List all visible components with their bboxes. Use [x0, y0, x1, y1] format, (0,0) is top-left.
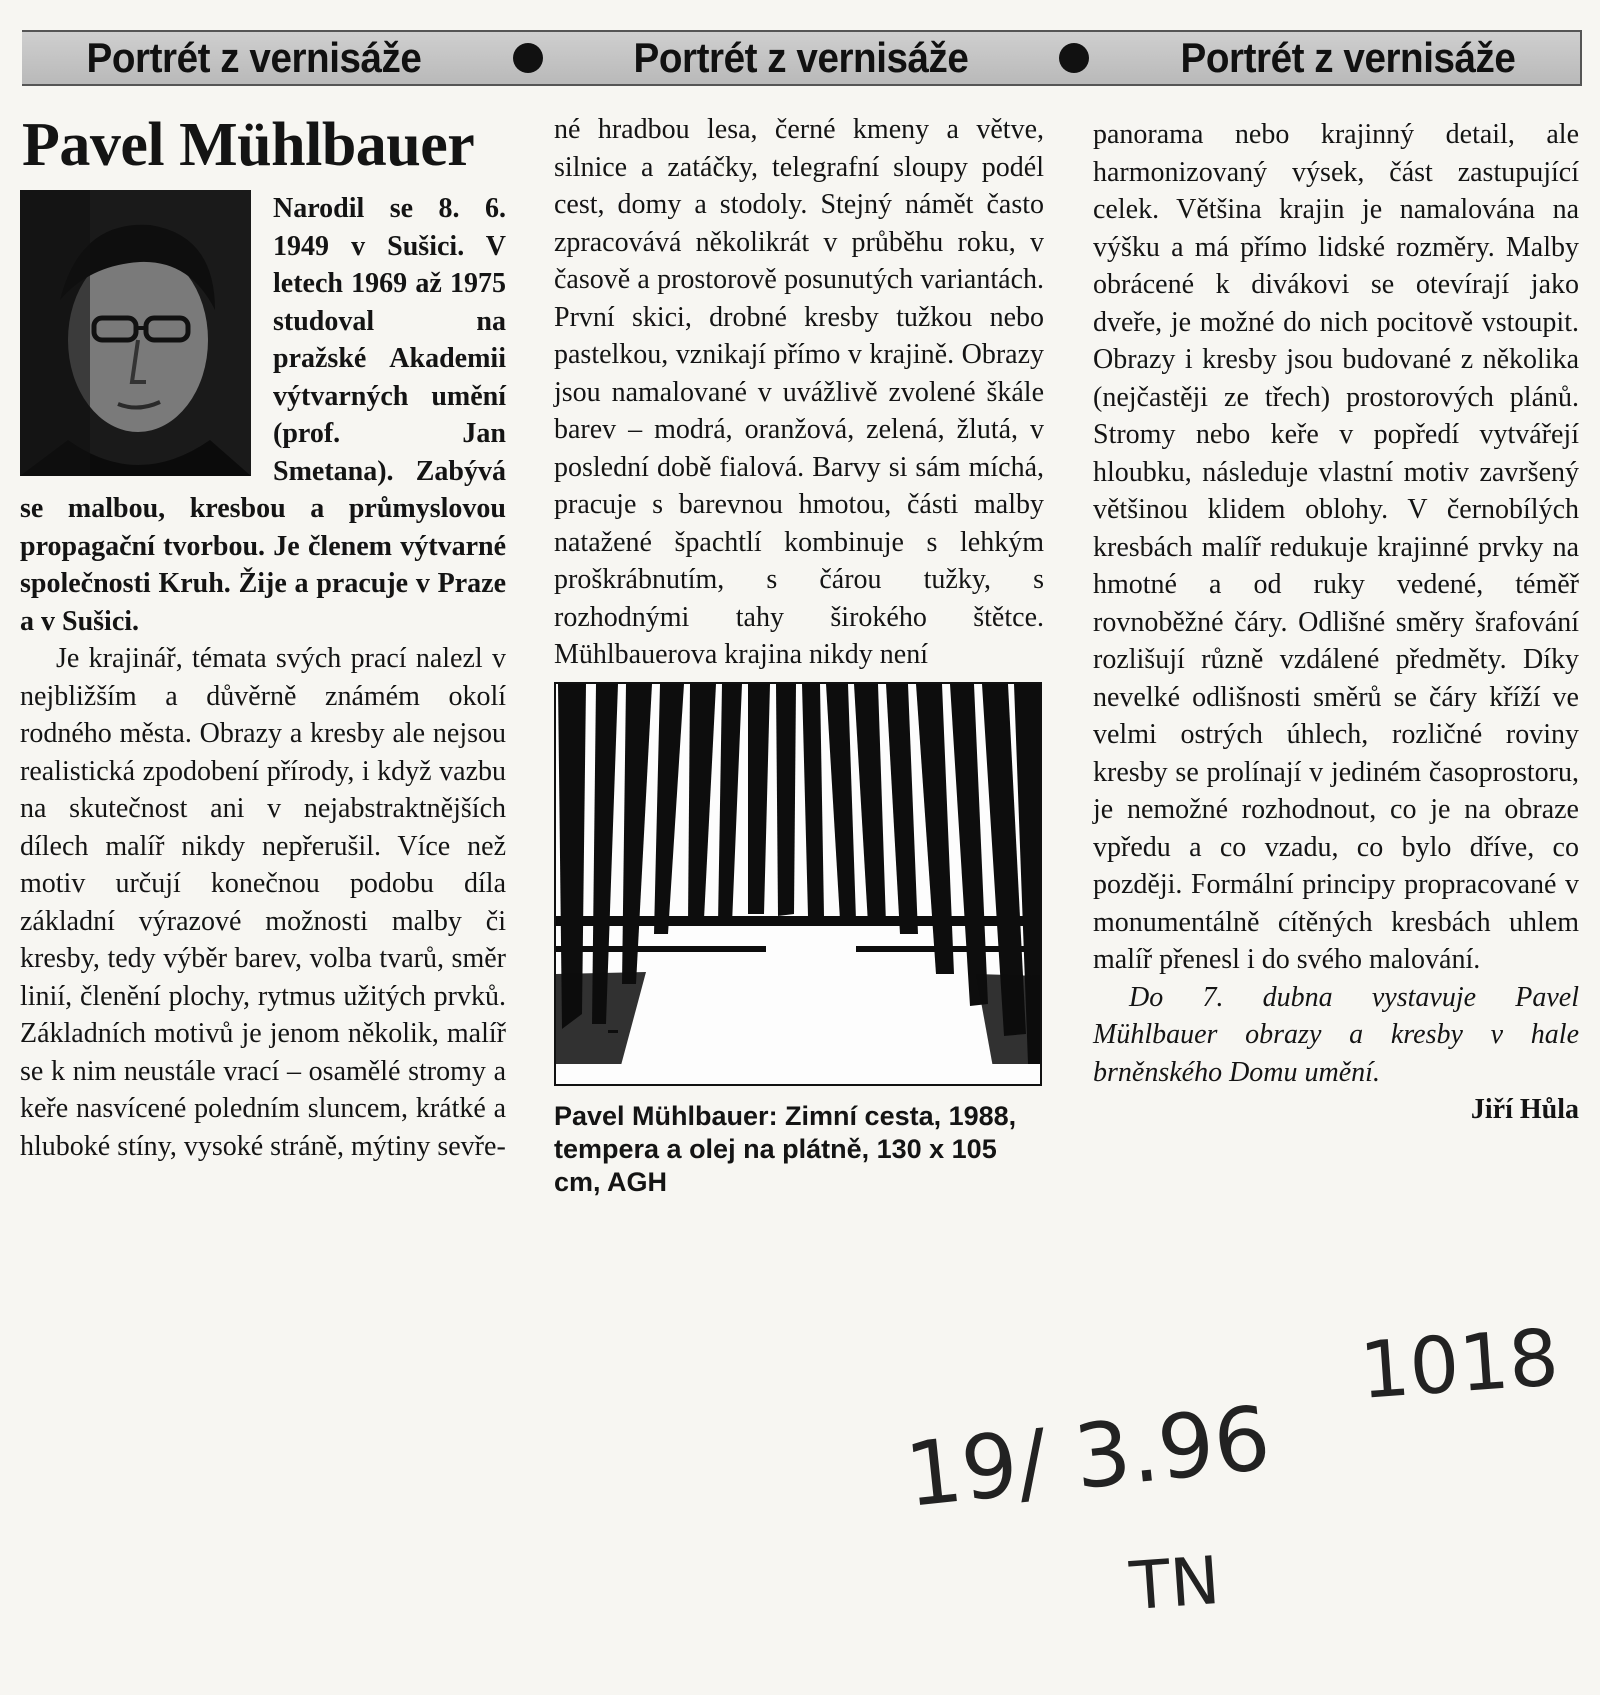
artist-bio: Narodil se 8. 6. 1949 v Sušici. V letech 1969 až 1975 studoval na pražské Akademii výtvarných umění (prof. Jan Smetana). Zabývá se malbou, kresbou a průmyslovou propagační tvorbou. Je členem výtvarné společnosti Kruh. Žije a pracuje v Praze a v Sušici.: [20, 193, 506, 637]
portrait-photo: [20, 190, 251, 476]
bullet-dot-icon: [1059, 43, 1089, 73]
banner-label-2: Portrét z vernisáže: [633, 34, 969, 81]
painting-image: [554, 682, 1042, 1086]
painting-illustration: [556, 684, 1040, 1084]
article-title: Pavel Mühlbauer: [22, 111, 475, 179]
series-banner: [22, 30, 1582, 86]
article-body-2: né hradbou lesa, černé kmeny a větve, silnice a zatáčky, telegrafní sloupy podél cest, domy a stodoly. Stejný námět často zpracovává několikrát v průběhu roku, v časově a prostorově posunutých variantách. První skici, drobné kresby tužkou nebo pastelkou, vznikají přímo v krajině. Obrazy jsou namalované v uvážlivě zvolené škále barev – modrá, oranžová, zelená, žlutá, v poslední době fialová. Barvy si sám míchá, pracuje s barevnou hmotou, části malby natažené špachtlí kombinuje s lehkým proškrábnutím, s čárou tužky, s rozhodnými tahy širokého štětce. Mühlbauerova krajina nikdy není: [554, 114, 1044, 670]
article-column-3: [1093, 116, 1579, 1129]
banner-label-1: Portrét z vernisáže: [86, 34, 422, 81]
article-body-3: panorama nebo krajinný detail, ale harmonizovaný výsek, část zastupující celek. Většina krajin je namalována na výšku a má přímo lidské rozměry. Malby obrácené k divákovi se otevírají jako dveře, je možné do nich pocitově vstoupit. Obrazy i kresby jsou budované z několika (nejčastěji ze třech) prostorových plánů. Stromy nebo keře v popředí vytvářejí hloubku, následuje vlastní motiv završený většinou klidem oblohy. V černobílých kresbách malíř redukuje krajinné prvky na hmotné a od ruky vedené, téměř rovnoběžné čáry. Odlišné směry šrafování rozlišují různě vzdálené předměty. Díky nevelké odlišnosti směrů se čáry kříží ve velmi ostrých úhlech, rozličné roviny kresby se prolínají v jediném časoprostoru, je nemožné rozhodnout, co je na obraze vpředu a co vzadu, co bylo dříve, co později. Formální principy propracované v monumentálně cítěných kresbách uhlem malíř přenesl i do svého malování.: [1093, 119, 1579, 975]
article-body-1: Je krajinář, témata svých prací nalezl v nejbližším a důvěrně známém okolí rodného města. Obrazy a kresby ale nejsou realistická zpodobení přírody, i když vazbu na skutečnost ani v nejabstraktnějších dílech malíř nikdy nepřerušil. Více než motiv určují konečnou podobu díla základní výrazové možnosti malby či kresby, tedy výběr barev, volba tvarů, směr linií, členění plochy, rytmus užitých prvků. Základních motivů je jenom několik, malíř se k nim neustále vrací – osamělé stromy a keře nasvícené poledním sluncem, krátké a hluboké stíny, vysoké stráně, mýtiny sevře-: [20, 643, 506, 1162]
portrait-illustration: [20, 190, 251, 476]
exhibition-note: Do 7. dubna vystavuje Pavel Mühlbauer obrazy a kresby v hale brněnského Domu umění.: [1093, 981, 1579, 1088]
handwritten-archive-number: 1018: [1357, 1313, 1562, 1417]
painting-caption: Pavel Mühlbauer: Zimní cesta, 1988, tempera a olej na plátně, 130 x 105 cm, AGH: [554, 1100, 1017, 1197]
bullet-dot-icon: [513, 43, 543, 73]
banner-label-3: Portrét z vernisáže: [1180, 34, 1516, 81]
article-column-2: [554, 111, 1044, 1199]
author-signature: Jiří Hůla: [1470, 1094, 1579, 1125]
handwritten-date: 19/ 3.96: [900, 1386, 1275, 1527]
article-column-1: [20, 190, 506, 1165]
handwritten-initials: TN: [1127, 1541, 1223, 1626]
